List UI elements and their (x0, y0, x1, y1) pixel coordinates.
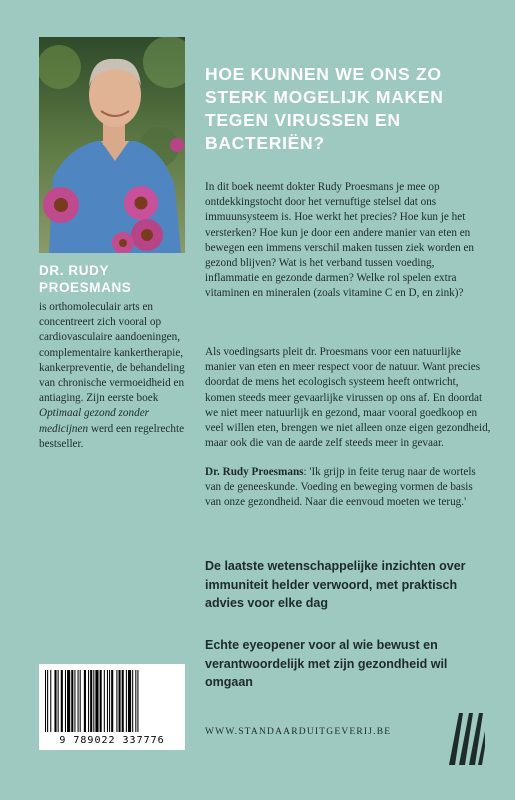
barcode-bar (107, 670, 108, 732)
barcode-bar (93, 670, 94, 732)
barcode-bar (119, 670, 121, 732)
quote-paragraph (205, 465, 491, 511)
barcode-bars (43, 670, 181, 732)
author-photo-image (39, 37, 185, 253)
barcode-bar (80, 670, 81, 732)
barcode-bar (74, 670, 75, 732)
barcode-bar (135, 670, 136, 732)
barcode-bar (126, 670, 127, 732)
headline: HOE KUNNEN WE ONS ZO STERK MOGELIJK MAKEN TEGEN VIRUSSEN EN BACTERIËN? (205, 64, 444, 153)
barcode-bar (61, 670, 63, 732)
barcode-bar (132, 670, 133, 732)
barcode-bar (71, 670, 73, 732)
barcode-bar (128, 670, 131, 732)
barcode-bar (104, 670, 105, 732)
barcode-bar (137, 670, 138, 732)
barcode (39, 664, 185, 750)
barcode-bar (45, 670, 46, 732)
author-name: DR. RUDY PROESMANS (39, 263, 132, 295)
second-paragraph: Als voedingsarts pleit dr. Proesmans voor een natuurlijke manier van eten en meer respect voor de natuur. Want precies doordat de mens het ecologisch systeem heeft ontwricht, komen steeds meer gevaarlijke virussen op ons af. En doordat we niet meer natuurlijk en gezond, maar vooral goedkoop en veel willen eten, brengen we niet alleen onze eigen gezondheid, maar ook die van de aarde zelf steeds meer in gevaar. (205, 346, 491, 450)
barcode-bar (100, 670, 102, 732)
author-book-title: Optimaal gezond zonder medicijnen (39, 407, 150, 435)
publisher-website[interactable]: WWW.STANDAARDUITGEVERIJ.BE (205, 727, 392, 737)
barcode-bar (111, 670, 113, 732)
barcode-bar (50, 670, 51, 732)
highlight-insights: De laatste wetenschappelijke inzichten over immuniteit helder verwoord, met praktisch advies voor elke dag (205, 559, 466, 610)
author-photo (39, 37, 185, 253)
author-bio-text-end: werd een regelrechte bestseller. (39, 422, 185, 450)
author-bio-text: is orthomoleculair arts en concentreert zich vooral op cardiovasculaire aandoeningen, complementaire kankertherapie, kankerpreventie, de behandeling van chronische vermoeidheid en antiaging. Zijn eerste boek (39, 301, 185, 405)
barcode-bar (54, 670, 56, 732)
standaard-logo-icon (449, 713, 485, 770)
barcode-bar (65, 670, 66, 732)
isbn-number: 9 789022 337776 (59, 735, 165, 746)
author-bio (39, 300, 191, 452)
barcode-bar (67, 670, 70, 732)
intro-paragraph: In dit boek neemt dokter Rudy Proesmans je mee op ontdekkingstocht door het vernuftige stelsel dat ons immuunsysteem is. Hoe werkt het precies? Hoe kun je het versterken? Hoe kun je door een andere manier van eten en bewegen een immens verschil maken tussen ziek worden en gezond blijven? Wat is het verband tussen voeding, inflammatie en gezonde darmen? Welke rol spelen extra vitaminen en mineralen (zoals vitamine C en D, en zink)? (205, 181, 475, 300)
quote-text: : 'Ik grijp in feite terug naar de wortels van de geneeskunde. Voeding en beweging vormen de basis van onze gezondheid. Naar die eenvoud moeten we terug.' (205, 466, 476, 509)
barcode-bar (116, 670, 117, 732)
barcode-bar (78, 670, 79, 732)
barcode-bar (88, 670, 89, 732)
barcode-bar (90, 670, 92, 732)
barcode-bar (84, 670, 86, 732)
barcode-bar (58, 670, 59, 732)
barcode-bar (95, 670, 98, 732)
barcode-bar (109, 670, 110, 732)
quote-author: Dr. Rudy Proesmans (205, 466, 304, 478)
barcode-bar (122, 670, 124, 732)
barcode-bar (47, 670, 48, 732)
highlight-eyeopener: Echte eyeopener voor al wie bewust en verantwoordelijk met zijn gezondheid wil omgaan (205, 638, 448, 689)
